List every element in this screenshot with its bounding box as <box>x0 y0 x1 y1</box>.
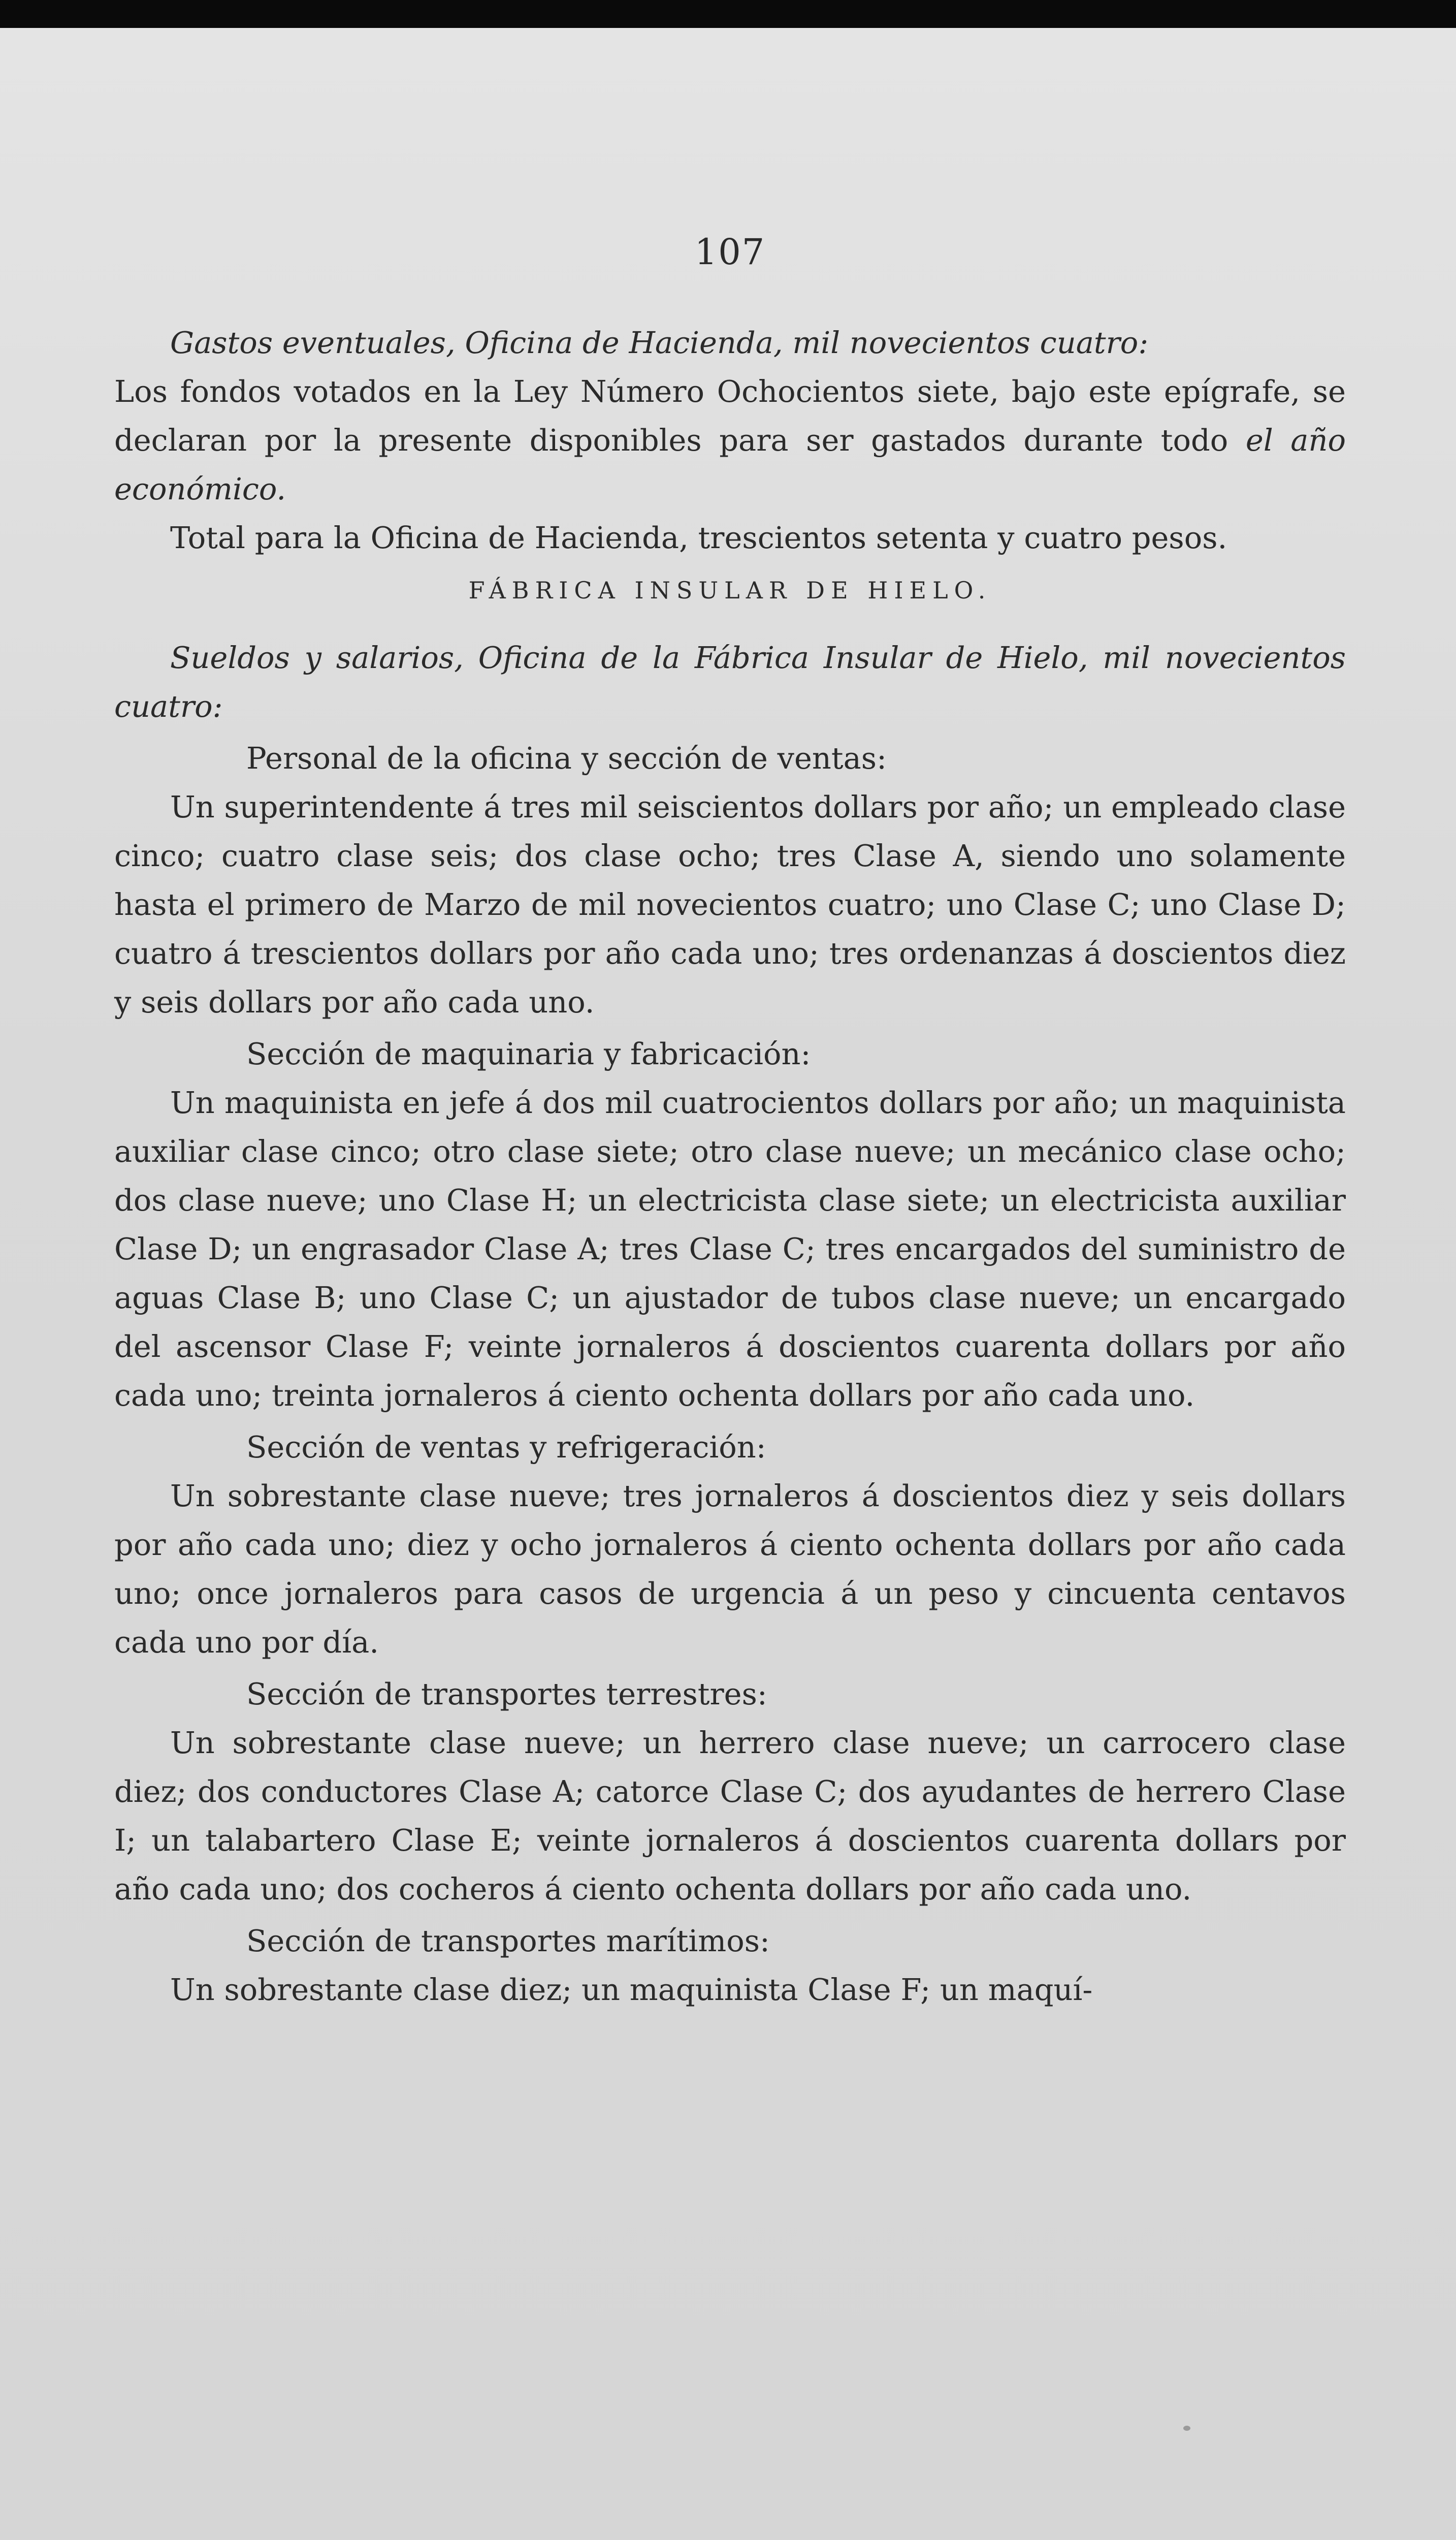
gastos-body-text: Los fondos votados en la Ley Número Ochocientos siete, bajo este epígrafe, se declaran por la presente disponibles para ser gastados durante todo <box>114 374 1346 458</box>
page-number: 107 <box>694 231 766 273</box>
subsection-body-ventas: Un sobrestante clase nueve; tres jornaleros á doscientos diez y seis dollars por año cada uno; diez y ocho jornaleros á ciento ochenta dollars por año cada uno; once jornaleros para casos de urgencia á un peso y cincuenta centavos cada uno por día. <box>114 1478 1346 1660</box>
scan-speck <box>1183 2426 1190 2431</box>
subsection-body-maritimos: Un sobrestante clase diez; un maquinista Clase F; un maquí- <box>170 1972 1093 2007</box>
sueldos-heading: Sueldos y salarios, Oficina de la Fábrica Insular de Hielo, mil novecientos cuatro: <box>114 640 1346 724</box>
subsection-heading-ventas: Sección de ventas y refrigeración: <box>246 1430 766 1465</box>
page-content <box>114 231 1346 2014</box>
subsection-heading-maquinaria: Sección de maquinaria y fabricación: <box>246 1036 811 1071</box>
subsection-body-terrestres: Un sobrestante clase nueve; un herrero clase nueve; un carrocero clase diez; dos conductores Clase A; catorce Clase C; dos ayudantes de herrero Clase I; un talabartero Clase E; veinte jornaleros á doscientos cuarenta dollars por año cada uno; dos cocheros á ciento ochenta dollars por año cada uno. <box>114 1725 1346 1907</box>
gastos-body-emphasis: el año económico. <box>114 423 1346 506</box>
subsection-body-personal: Un superintendente á tres mil seiscientos dollars por año; un empleado clase cinco; cuatro clase seis; dos clase ocho; tres Clase A, siendo uno solamente hasta el primero de Marzo de mil novecientos cuatro; uno Clase C; uno Clase D; cuatro á trescientos dollars por año cada uno; tres ordenanzas á doscientos diez y seis dollars por año cada uno. <box>114 789 1346 1020</box>
subsection-heading-maritimos: Sección de transportes marítimos: <box>246 1923 770 1958</box>
gastos-heading: Gastos eventuales, Oficina de Hacienda, mil novecientos cuatro: <box>170 325 1149 360</box>
subsection-heading-terrestres: Sección de transportes terrestres: <box>246 1676 767 1711</box>
gastos-body <box>114 367 1346 514</box>
total-hacienda: Total para la Oficina de Hacienda, trescientos setenta y cuatro pesos. <box>170 520 1227 555</box>
subsection-heading-personal: Personal de la oficina y sección de ventas: <box>246 741 887 776</box>
subsection-body-maquinaria: Un maquinista en jefe á dos mil cuatrocientos dollars por año; un maquinista auxiliar clase cinco; otro clase siete; otro clase nueve; un mecánico clase ocho; dos clase nueve; uno Clase H; un electricista clase siete; un electricista auxiliar Clase D; un engrasador Clase A; tres Clase C; tres encargados del suministro de aguas Clase B; uno Clase C; un ajustador de tubos clase nueve; un encargado del ascensor Clase F; veinte jornaleros á doscientos cuarenta dollars por año cada uno; treinta jornaleros á ciento ochenta dollars por año cada uno. <box>114 1085 1346 1413</box>
scan-top-border <box>0 0 1456 28</box>
section-title: FÁBRICA INSULAR DE HIELO. <box>468 577 992 604</box>
document-page <box>0 28 1456 2540</box>
